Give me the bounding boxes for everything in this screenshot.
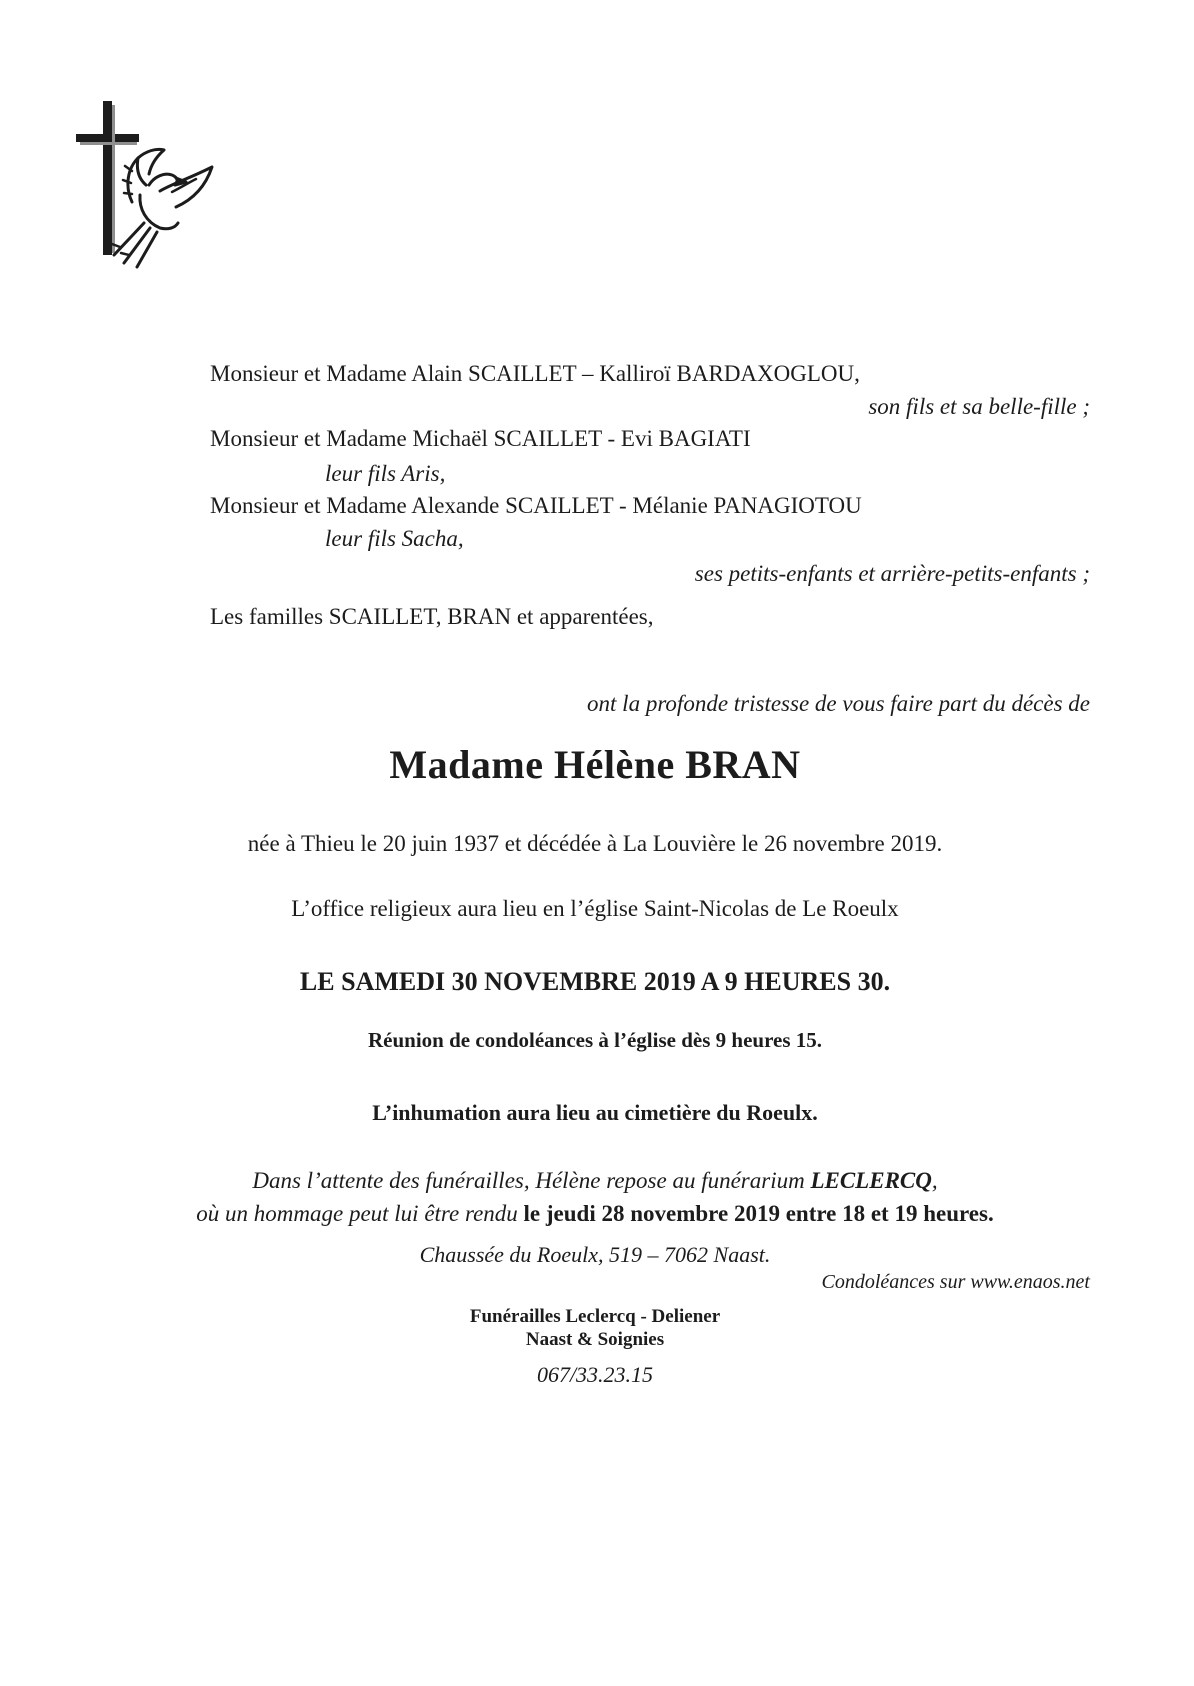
birth-death-dates: née à Thieu le 20 juin 1937 et décédée à La Louvière le 26 novembre 2019. <box>247 831 943 856</box>
funeral-company: Funérailles Leclercq - Deliener <box>469 1306 721 1327</box>
ceremony-datetime: LE SAMEDI 30 NOVEMBRE 2019 A 9 HEURES 30. <box>299 967 891 996</box>
family-line-alexande-couple: Monsieur et Madame Alexande SCAILLET - Mélanie PANAGIOTOU <box>210 493 862 518</box>
funeral-home-name-inline: LECLERCQ <box>810 1168 932 1193</box>
religious-office-line: L’office religieux aura lieu en l’église Saint-Nicolas de Le Roeulx <box>291 896 899 921</box>
repose-comma: , <box>931 1168 938 1193</box>
relation-petits-enfants: ses petits-enfants et arrière-petits-enfants ; <box>694 561 1090 586</box>
cross-and-dove-icon <box>72 95 222 275</box>
family-line-familles: Les familles SCAILLET, BRAN et apparentées, <box>210 604 654 629</box>
relation-fils-sacha: leur fils Sacha, <box>325 526 464 551</box>
family-line-michael-couple: Monsieur et Madame Michaël SCAILLET - Evi BAGIATI <box>210 426 751 451</box>
funeral-company-cities: Naast & Soignies <box>525 1329 665 1350</box>
homage-text: où un hommage peut lui être rendu <box>196 1201 524 1226</box>
repose-line <box>100 1166 1090 1196</box>
deceased-name: Madame Hélène BRAN <box>389 742 801 787</box>
homage-line <box>100 1199 1090 1229</box>
announcement-intro: ont la profonde tristesse de vous faire part du décès de <box>587 691 1090 716</box>
condolences-gathering: Réunion de condoléances à l’église dès 9 heures 15. <box>367 1028 823 1052</box>
homage-datetime: le jeudi 28 novembre 2019 entre 18 et 19 heures. <box>523 1201 994 1226</box>
relation-son-belle-fille: son fils et sa belle-fille ; <box>868 394 1090 419</box>
funeral-company-phone: 067/33.23.15 <box>536 1362 654 1387</box>
family-line-son-couple: Monsieur et Madame Alain SCAILLET – Kalliroï BARDAXOGLOU, <box>210 361 860 386</box>
burial-line: L’inhumation aura lieu au cimetière du Roeulx. <box>372 1100 818 1125</box>
online-condolences: Condoléances sur www.enaos.net <box>821 1271 1090 1293</box>
funerarium-address: Chaussée du Roeulx, 519 – 7062 Naast. <box>419 1242 771 1267</box>
relation-fils-aris: leur fils Aris, <box>325 461 446 486</box>
repose-text: Dans l’attente des funérailles, Hélène repose au funérarium <box>252 1168 811 1193</box>
